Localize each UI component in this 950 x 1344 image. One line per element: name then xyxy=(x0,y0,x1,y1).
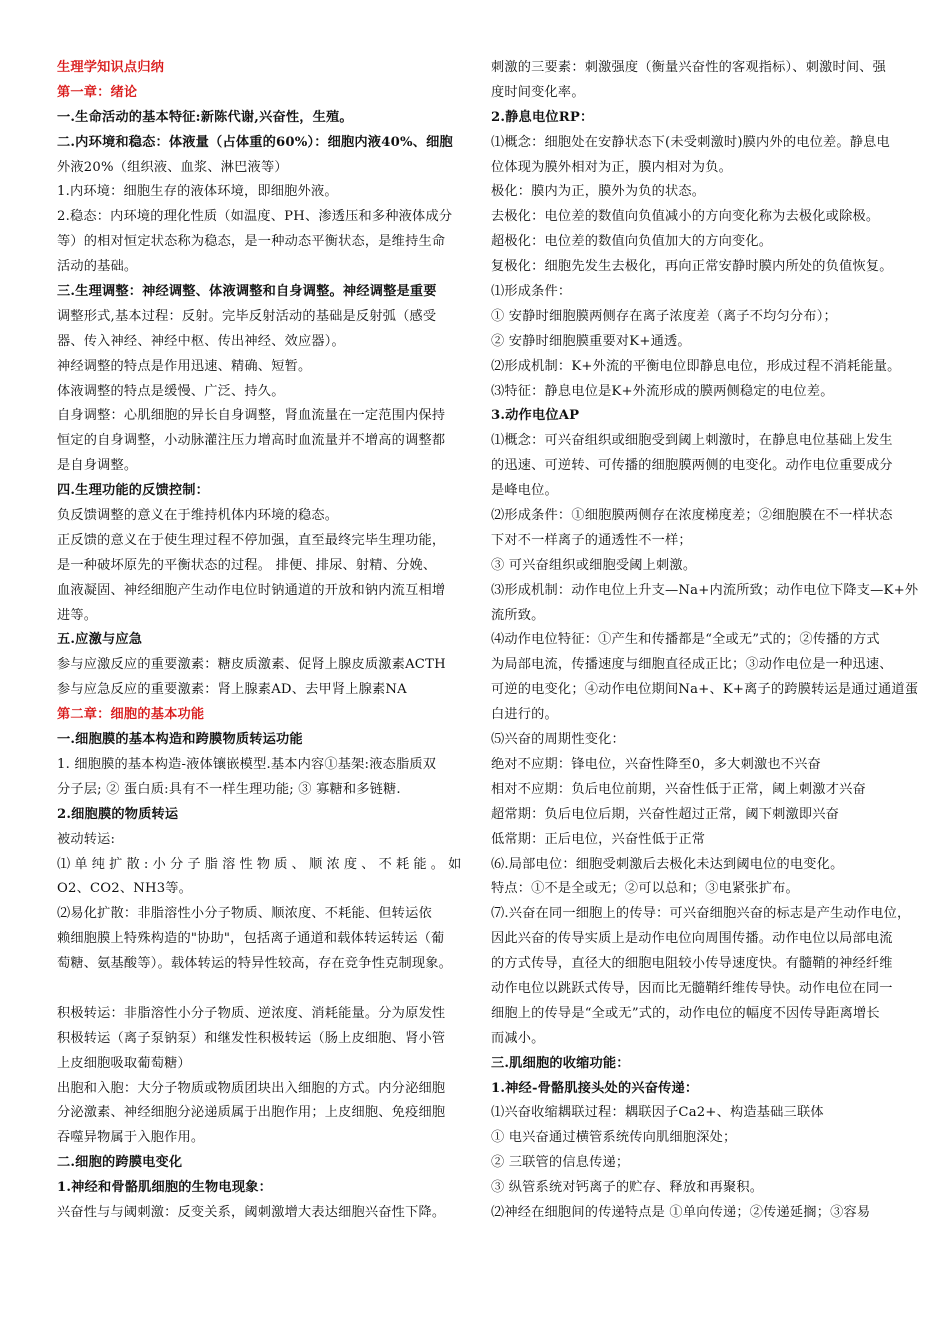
text-line: 参与应激反应的重要激素：糖皮质激素、促肾上腺皮质激素ACTH xyxy=(57,657,446,673)
text-line: ③ 可兴奋组织或细胞受阈上刺激。 xyxy=(491,557,697,573)
text-line: ⑴概念：细胞处在安静状态下(未受刺激时)膜内外的电位差。静息电 xyxy=(491,134,890,150)
text-line: ③ 纵管系统对钙离子的贮存、释放和再聚积。 xyxy=(491,1180,764,1196)
text-line: 去极化：电位差的数值向负值减小的方向变化称为去极化或除极。 xyxy=(491,209,880,225)
text-line: 被动转运: xyxy=(57,831,116,847)
text-line: 体液调整的特点是缓慢、广泛、持久。 xyxy=(57,383,285,399)
text-line: 是一种破坏原先的平衡状态的过程。 排便、排尿、射精、分娩、 xyxy=(57,557,437,573)
text-line: ⑹.局部电位：细胞受刺激后去极化未达到阈电位的电变化。 xyxy=(491,856,844,872)
text-line: 刺激的三要素：刺激强度（衡量兴奋性的客观指标）、刺激时间、强 xyxy=(491,60,887,75)
text-line: 为局部电流，传播速度与细胞直径成正比；③动作电位是一种迅速、 xyxy=(491,657,893,673)
text-line: 1.内环境：细胞生存的液体环境，即细胞外液。 xyxy=(57,184,338,200)
text-line: 出胞和入胞：大分子物质或物质团块出入细胞的方式。内分泌细胞 xyxy=(57,1080,446,1096)
section-heading: 三.肌细胞的收缩功能： xyxy=(491,1055,630,1071)
text-line: 分子层; ② 蛋白质:具有不一样生理功能; ③ 寡糖和多链糖. xyxy=(57,781,401,797)
text-line: 而减小。 xyxy=(491,1030,545,1046)
text-line: 超常期：负后电位后期，兴奋性超过正常，阈下刺激即兴奋 xyxy=(491,806,840,822)
text-line: ⑴形成条件： xyxy=(491,284,572,300)
text-line: 兴奋性与与阈刺激：反变关系，阈刺激增大表达细胞兴奋性下降。 xyxy=(57,1204,446,1220)
section-heading: 一.细胞膜的基本构造和跨膜物质转运功能 xyxy=(57,732,303,748)
text-line: 活动的基础。 xyxy=(57,259,138,275)
section-heading: 四.生理功能的反馈控制： xyxy=(57,483,210,499)
text-line: ⑴概念：可兴奋组织或细胞受到阈上刺激时，在静息电位基础上发生 xyxy=(491,433,893,449)
text-line: 外液20%（组织液、血浆、淋巴液等） xyxy=(57,159,288,175)
text-line: 等）的相对恒定状态称为稳态，是一种动态平衡状态，是维持生命 xyxy=(57,234,446,250)
text-line: 进等。 xyxy=(57,607,98,623)
text-line: 调整形式,基本过程：反射。完毕反射活动的基础是反射弧（感受 xyxy=(57,308,437,324)
blank-line xyxy=(57,977,475,1002)
text-line: 可逆的电变化；④动作电位期间Na+、K+离子的跨膜转运是通过通道蛋 xyxy=(491,682,919,698)
section-heading: 二.内环境和稳态：体液量（占体重的60%）：细胞内液40%、细胞 xyxy=(57,134,453,150)
text-line: ① 电兴奋通过横管系统传向肌细胞深处； xyxy=(491,1130,737,1146)
text-line: 吞噬异物属于入胞作用。 xyxy=(57,1130,205,1146)
text-line: 低常期：正后电位，兴奋性低于正常 xyxy=(491,831,706,847)
text-line: 细胞上的传导是“全或无”式的，动作电位的幅度不因传导距离增长 xyxy=(491,1005,880,1021)
text-line: 正反馈的意义在于使生理过程不停加强，直至最终完毕生理功能， xyxy=(57,532,446,548)
text-line: 动作电位以跳跃式传导，因而比无髓鞘纤维传导快。动作电位在同一 xyxy=(491,980,893,996)
text-line: 因此兴奋的传导实质上是动作电位向周围传播。动作电位以局部电流 xyxy=(491,931,893,947)
text-line: 萄糖、氨基酸等）。载体转运的特异性较高，存在竞争性克制现象。 xyxy=(57,956,453,972)
chapter-heading: 生理学知识点归纳 xyxy=(57,60,165,75)
section-heading: 2.细胞膜的物质转运 xyxy=(57,806,179,822)
text-line: ② 三联管的信息传递； xyxy=(491,1155,630,1171)
section-heading: 一.生命活动的基本特征:新陈代谢,兴奋性，生殖。 xyxy=(57,109,353,125)
right-column xyxy=(491,56,936,1226)
text-line: 相对不应期：负后电位前期，兴奋性低于正常，阈上刺激才兴奋 xyxy=(491,781,866,797)
text-line: ⑵形成机制：K+外流的平衡电位即静息电位，形成过程不消耗能量。 xyxy=(491,358,901,374)
text-line: 神经调整的特点是作用迅速、精确、短暂。 xyxy=(57,358,312,374)
text-line: ① 安静时细胞膜两侧存在离子浓度差（离子不均匀分布）； xyxy=(491,308,837,324)
text-line: 参与应急反应的重要激素：肾上腺素AD、去甲肾上腺素NA xyxy=(57,682,407,698)
text-line: ⑶特征：静息电位是K+外流形成的膜两侧稳定的电位差。 xyxy=(491,383,834,399)
text-line: 是自身调整。 xyxy=(57,458,138,474)
section-heading: 1.神经和骨骼肌细胞的生物电现象： xyxy=(57,1180,272,1196)
text-line: 流所致。 xyxy=(491,607,545,623)
text-line: ⑴单纯扩散:小分子脂溶性物质、顺浓度、不耗能。如 xyxy=(57,856,466,872)
text-line: 极化：膜内为正，膜外为负的状态。 xyxy=(491,184,706,200)
text-line: 血液凝固、神经细胞产生动作电位时钠通道的开放和钠内流互相增 xyxy=(57,582,446,598)
text-line: 恒定的自身调整，小动脉灌注压力增高时血流量并不增高的调整都 xyxy=(57,433,446,449)
section-heading: 二.细胞的跨膜电变化 xyxy=(57,1155,183,1171)
text-line: 特点：①不是全或无；②可以总和；③电紧张扩布。 xyxy=(491,881,799,897)
text-line: 是峰电位。 xyxy=(491,483,558,499)
text-line: 积极转运：非脂溶性小分子物质、逆浓度、消耗能量。分为原发性 xyxy=(57,1005,446,1021)
text-line: ⑵神经在细胞间的传递特点是 ①单向传递；②传递延搁；③容易 xyxy=(491,1204,871,1220)
text-line: ② 安静时细胞膜重要对K+通透。 xyxy=(491,333,691,349)
text-line: 的方式传导，直径大的细胞电阻较小传导速度快。有髓鞘的神经纤维 xyxy=(491,956,893,972)
section-heading: 1.神经-骨骼肌接头处的兴奋传递： xyxy=(491,1080,699,1096)
section-heading: 三.生理调整：神经调整、体液调整和自身调整。神经调整是重要 xyxy=(57,284,437,300)
text-line: 分泌激素、神经细胞分泌递质属于出胞作用；上皮细胞、免疫细胞 xyxy=(57,1105,446,1121)
text-line: 复极化：细胞先发生去极化，再向正常安静时膜内所处的负值恢复。 xyxy=(491,259,893,275)
text-line: 自身调整：心肌细胞的异长自身调整，肾血流量在一定范围内保持 xyxy=(57,408,446,424)
text-line: ⑷动作电位特征：①产生和传播都是“全或无”式的；②传播的方式 xyxy=(491,632,880,648)
text-line: 负反馈调整的意义在于维持机体内环境的稳态。 xyxy=(57,508,339,524)
text-line: ⑺.兴奋在同一细胞上的传导：可兴奋细胞兴奋的标志是产生动作电位， xyxy=(491,906,911,922)
left-column xyxy=(57,56,475,1226)
text-line: O2、CO2、NH3等。 xyxy=(57,881,193,897)
text-line: 超极化：电位差的数值向负值加大的方向变化。 xyxy=(491,234,773,250)
section-heading: 五.应激与应急 xyxy=(57,632,143,648)
text-line: 器、传入神经、神经中枢、传出神经、效应器）。 xyxy=(57,333,345,349)
text-line: ⑴兴奋收缩耦联过程：耦联因子Ca2+、构造基础三联体 xyxy=(491,1105,824,1121)
chapter-heading: 第一章：绪论 xyxy=(57,84,138,100)
text-line: ⑶形成机制：动作电位上升支—Na+内流所致；动作电位下降支—K+外 xyxy=(491,582,919,598)
text-line: ⑵易化扩散：非脂溶性小分子物质、顺浓度、不耗能、但转运依 xyxy=(57,906,432,922)
text-line: 白进行的。 xyxy=(491,707,558,723)
section-heading: 3.动作电位AP xyxy=(491,408,580,424)
text-line: 度时间变化率。 xyxy=(491,84,585,100)
text-line: 2.稳态：内环境的理化性质（如温度、PH、渗透压和多种液体成分 xyxy=(57,209,453,225)
text-line: 的迅速、可逆转、可传播的细胞膜两侧的电变化。动作电位重要成分 xyxy=(491,458,893,474)
text-line: ⑸兴奋的周期性变化： xyxy=(491,732,625,748)
text-line: 1. 细胞膜的基本构造-液体镶嵌模型.基本内容①基架:液态脂质双 xyxy=(57,756,437,772)
text-line: ⑵形成条件：①细胞膜两侧存在浓度梯度差；②细胞膜在不一样状态 xyxy=(491,508,893,524)
text-line: 位体现为膜外相对为正，膜内相对为负。 xyxy=(491,159,732,175)
text-line: 绝对不应期：锋电位，兴奋性降至0，多大刺激也不兴奋 xyxy=(491,756,821,772)
section-heading: 2.静息电位RP： xyxy=(491,109,594,125)
text-line: 上皮细胞吸取葡萄糖） xyxy=(57,1055,191,1071)
text-line: 下对不一样离子的通透性不一样； xyxy=(491,532,692,548)
text-line: 积极转运（离子泵钠泵）和继发性积极转运（肠上皮细胞、肾小管 xyxy=(57,1030,446,1046)
text-line: 赖细胞膜上特殊构造的"协助"，包括离子通道和载体转运转运（葡 xyxy=(57,931,445,947)
chapter-heading: 第二章：细胞的基本功能 xyxy=(57,707,205,723)
